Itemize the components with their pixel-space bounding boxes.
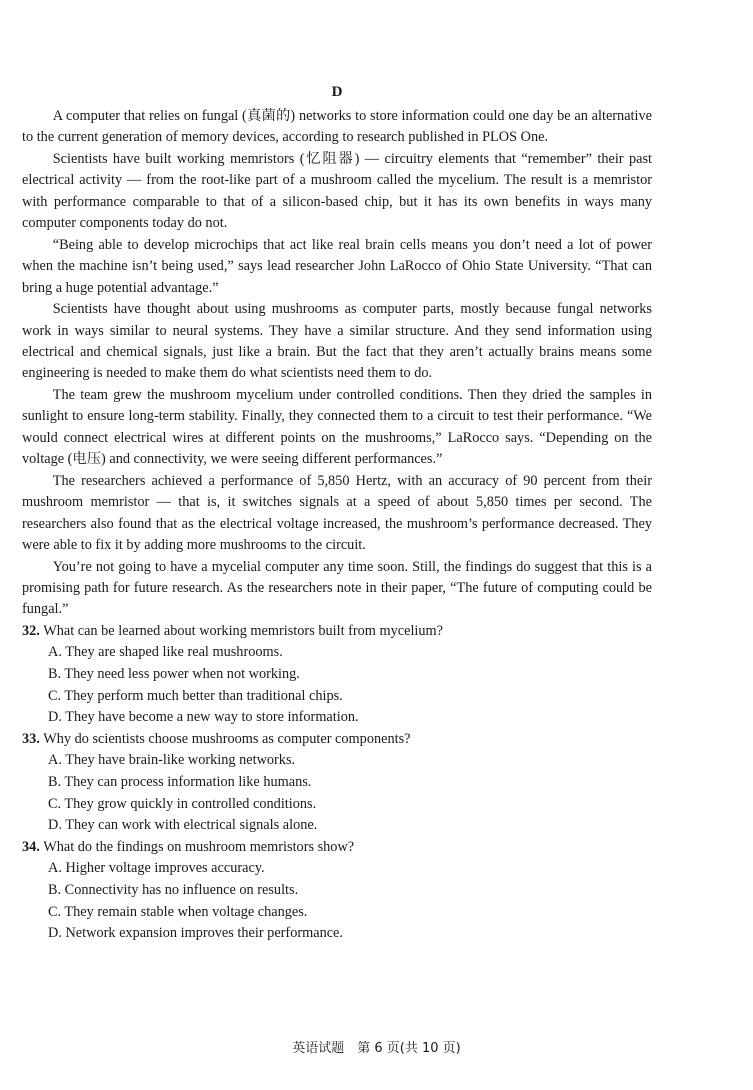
- answer-option: D. Network expansion improves their performance.: [48, 925, 343, 942]
- passage-paragraph: “Being able to develop microchips that act like real brain cells means you don’t need a lot of power when the machine isn’t being used,” says lead researcher John LaRocco of Ohio State University. “That can bring a huge potential advantage.”: [22, 236, 652, 296]
- exam-page: [22, 82, 652, 945]
- section-title: D: [331, 84, 343, 100]
- answer-option: D. They have become a new way to store information.: [48, 709, 359, 726]
- answer-option: C. They grow quickly in controlled conditions.: [48, 795, 317, 812]
- passage-paragraph: A computer that relies on fungal (真菌的) networks to store information could one day be an alternative to the current generation of memory devices, according to research published in PLOS One.: [22, 108, 652, 146]
- passage-paragraph: You’re not going to have a mycelial computer any time soon. Still, the findings do suggest that this is a promising path for future research. As the researchers note in their paper, “The future of computing could be fungal.”: [22, 558, 652, 618]
- question-number: 32.: [22, 622, 40, 639]
- passage-paragraph: Scientists have built working memristors (忆阻器) — circuitry elements that “remember” their past electrical activity — from the root-like part of a mushroom called the mycelium. The result is a memristor with performance comparable to that of a silicon-based chip, but it has its own benefits in ways many computer components today do not.: [22, 150, 652, 232]
- passage: [22, 106, 652, 621]
- answer-option: B. They can process information like humans.: [48, 774, 312, 791]
- answer-option: A. They are shaped like real mushrooms.: [48, 644, 283, 661]
- answer-option: C. They perform much better than traditional chips.: [48, 687, 343, 704]
- question-number: 34.: [22, 838, 40, 855]
- passage-paragraph: The researchers achieved a performance of 5,850 Hertz, with an accuracy of 90 percent from their mushroom memristor — that is, it switches signals at a speed of about 5,850 times per second. The researchers also found that as the electrical voltage increased, the mushroom’s performance decreased. They were able to fix it by adding more mushrooms to the circuit.: [22, 472, 652, 554]
- question-stem: [22, 621, 652, 643]
- question-text: What do the findings on mushroom memristors show?: [43, 838, 355, 855]
- page-footer: 英语试题 第 6 页(共 10 页): [292, 1041, 461, 1056]
- passage-paragraph: The team grew the mushroom mycelium under controlled conditions. Then they dried the samples in sunlight to ensure long-term stability. Finally, they connected them to a circuit to test their performance. “We would connect electrical wires at different points on the mushrooms,” LaRocco says. “Depending on the voltage (电压) and connectivity, we were seeing different performances.”: [22, 386, 652, 468]
- answer-option: C. They remain stable when voltage changes.: [48, 903, 308, 920]
- question-text: What can be learned about working memristors built from mycelium?: [43, 622, 443, 639]
- answer-option: A. Higher voltage improves accuracy.: [48, 860, 265, 877]
- passage-paragraph: Scientists have thought about using mushrooms as computer parts, mostly because fungal networks work in ways similar to neural systems. They have a similar structure. And they send information using electrical and chemical signals, just like a brain. But the fact that they aren’t actually brains means some engineering is needed to make them do what scientists need them to do.: [22, 301, 652, 382]
- question-number: 33.: [22, 730, 40, 747]
- question-stem: [22, 729, 652, 751]
- question-33: [22, 729, 652, 837]
- answer-option: A. They have brain-like working networks.: [48, 752, 296, 769]
- question-34: [22, 837, 652, 945]
- question-stem: [22, 837, 652, 859]
- answer-option: B. They need less power when not working.: [48, 666, 300, 683]
- question-text: Why do scientists choose mushrooms as computer components?: [43, 730, 411, 747]
- answer-option: D. They can work with electrical signals alone.: [48, 817, 318, 834]
- question-32: [22, 621, 652, 729]
- answer-option: B. Connectivity has no influence on results.: [48, 882, 299, 898]
